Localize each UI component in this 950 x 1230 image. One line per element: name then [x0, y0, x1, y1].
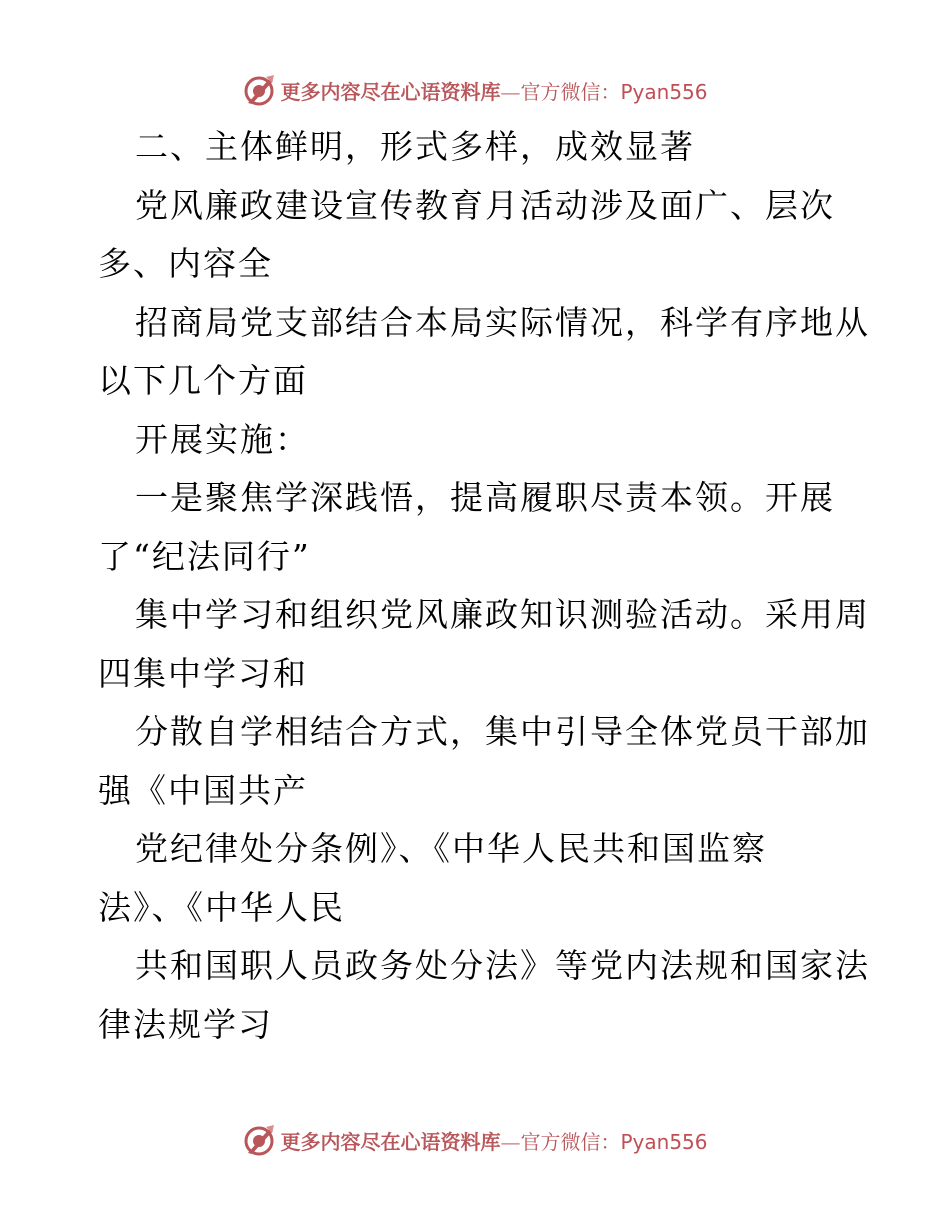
text-line: 律法规学习 — [98, 1004, 273, 1044]
footer-watermark — [0, 1120, 950, 1160]
header-brand: 更多内容尽在心语资料库 — [280, 79, 501, 104]
footer-watermark-text — [280, 1126, 707, 1155]
header-separator: — — [500, 79, 521, 104]
document-body — [98, 118, 868, 1054]
text-line: 开展实施： — [135, 419, 310, 459]
text-line: 多、内容全 — [98, 244, 273, 283]
text-line: 党纪律处分条例》、《中华人民共和国监察 — [135, 829, 767, 868]
text-line: 强《中国共产 — [98, 770, 308, 810]
footer-brand: 更多内容尽在心语资料库 — [280, 1129, 501, 1154]
footer-separator: — — [500, 1129, 521, 1154]
text-line: 法》、《中华人民 — [98, 887, 345, 927]
footer-wechat-label: 官方微信： — [520, 1129, 621, 1154]
footer-wechat-id: Pyan556 — [620, 1129, 708, 1154]
header-wechat-label: 官方微信： — [520, 79, 621, 104]
text-line: 二、主体鲜明，形式多样，成效显著 — [135, 127, 695, 166]
text-line: 一是聚焦学深践悟，提高履职尽责本领。开展 — [135, 478, 835, 517]
header-wechat-id: Pyan556 — [620, 79, 708, 104]
quill-logo-icon — [242, 73, 276, 107]
text-line: 党风廉政建设宣传教育月活动涉及面广、层次 — [135, 185, 835, 225]
text-line: 集中学习和组织党风廉政知识测验活动。采用周 — [135, 595, 870, 634]
header-watermark — [0, 70, 950, 110]
header-watermark-text — [280, 76, 707, 105]
text-line: 共和国职人员政务处分法》等党内法规和国家法 — [135, 946, 870, 985]
text-line: 了“纪法同行” — [98, 536, 311, 576]
text-line: 四集中学习和 — [98, 653, 308, 693]
quill-logo-icon — [242, 1123, 276, 1157]
text-line: 分散自学相结合方式，集中引导全体党员干部加 — [135, 712, 870, 751]
text-line: 以下几个方面 — [98, 361, 308, 400]
text-line: 招商局党支部结合本局实际情况，科学有序地从 — [135, 302, 870, 342]
